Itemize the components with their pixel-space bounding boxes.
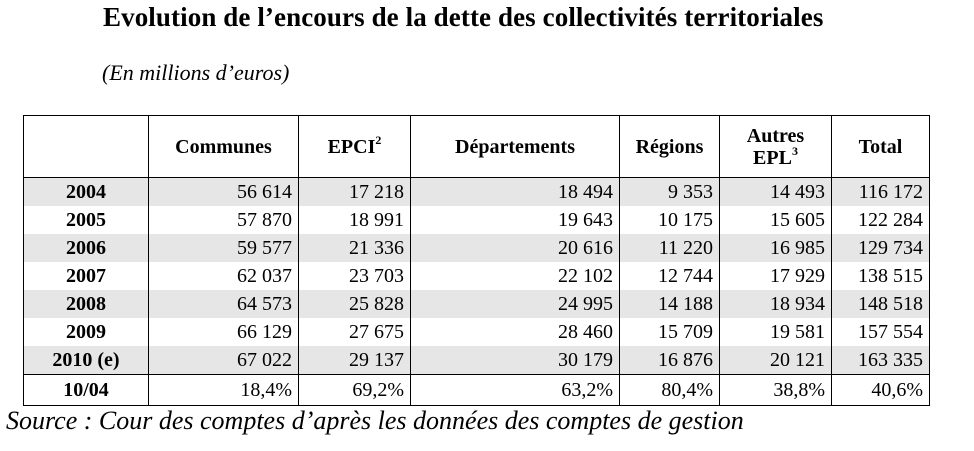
cell-autres: 18 934 — [720, 290, 832, 318]
cell-autres: 38,8% — [720, 375, 832, 406]
cell-regions: 11 220 — [620, 234, 720, 262]
cell-epci: 17 218 — [299, 178, 411, 207]
debt-table — [23, 115, 930, 406]
cell-total: 122 284 — [832, 206, 930, 234]
header-communes: Communes — [149, 116, 299, 178]
cell-epci: 29 137 — [299, 346, 411, 375]
cell-total: 157 554 — [832, 318, 930, 346]
cell-communes: 67 022 — [149, 346, 299, 375]
cell-communes: 66 129 — [149, 318, 299, 346]
cell-epci: 23 703 — [299, 262, 411, 290]
header-regions: Régions — [620, 116, 720, 178]
cell-autres: 15 605 — [720, 206, 832, 234]
cell-communes: 59 577 — [149, 234, 299, 262]
cell-departements: 18 494 — [411, 178, 620, 207]
cell-communes: 18,4% — [149, 375, 299, 406]
cell-total: 163 335 — [832, 346, 930, 375]
cell-regions: 14 188 — [620, 290, 720, 318]
row-year: 2010 (e) — [24, 346, 149, 375]
row-year: 2008 — [24, 290, 149, 318]
cell-total: 129 734 — [832, 234, 930, 262]
cell-communes: 64 573 — [149, 290, 299, 318]
cell-epci: 27 675 — [299, 318, 411, 346]
cell-autres: 14 493 — [720, 178, 832, 207]
table-row — [24, 290, 930, 318]
footnote-marker: 2 — [375, 132, 382, 147]
header-total: Total — [832, 116, 930, 178]
cell-epci: 69,2% — [299, 375, 411, 406]
table-row — [24, 262, 930, 290]
cell-autres: 17 929 — [720, 262, 832, 290]
footnote-marker: 3 — [791, 143, 798, 158]
row-year: 2005 — [24, 206, 149, 234]
cell-autres: 20 121 — [720, 346, 832, 375]
header-epci-label: EPCI — [327, 135, 376, 158]
header-epci — [299, 116, 411, 178]
cell-regions: 15 709 — [620, 318, 720, 346]
cell-regions: 10 175 — [620, 206, 720, 234]
header-autres-epl — [720, 116, 832, 178]
cell-epci: 18 991 — [299, 206, 411, 234]
cell-communes: 62 037 — [149, 262, 299, 290]
table-row — [24, 234, 930, 262]
cell-total: 40,6% — [832, 375, 930, 406]
header-autres-line2: EPL — [753, 146, 792, 169]
row-year: 2006 — [24, 234, 149, 262]
row-year: 2007 — [24, 262, 149, 290]
table-row — [24, 206, 930, 234]
table-row — [24, 346, 930, 375]
cell-departements: 24 995 — [411, 290, 620, 318]
page-title: Evolution de l’encours de la dette des collectivités territoriales — [103, 2, 824, 32]
cell-departements: 19 643 — [411, 206, 620, 234]
cell-departements: 20 616 — [411, 234, 620, 262]
cell-total: 138 515 — [832, 262, 930, 290]
row-year: 2004 — [24, 178, 149, 207]
header-autres-line1: Autres — [746, 124, 805, 147]
cell-departements: 30 179 — [411, 346, 620, 375]
cell-epci: 21 336 — [299, 234, 411, 262]
cell-communes: 57 870 — [149, 206, 299, 234]
cell-total: 148 518 — [832, 290, 930, 318]
cell-regions: 80,4% — [620, 375, 720, 406]
source-note: Source : Cour des comptes d’après les données des comptes de gestion — [6, 406, 744, 435]
table-header-row — [24, 116, 930, 178]
cell-autres: 16 985 — [720, 234, 832, 262]
unit-subtitle: (En millions d’euros) — [102, 60, 290, 85]
cell-total: 116 172 — [832, 178, 930, 207]
cell-regions: 16 876 — [620, 346, 720, 375]
cell-regions: 9 353 — [620, 178, 720, 207]
cell-departements: 63,2% — [411, 375, 620, 406]
header-departements: Départements — [411, 116, 620, 178]
table-row — [24, 178, 930, 207]
cell-communes: 56 614 — [149, 178, 299, 207]
cell-autres: 19 581 — [720, 318, 832, 346]
cell-epci: 25 828 — [299, 290, 411, 318]
table-row — [24, 318, 930, 346]
cell-departements: 22 102 — [411, 262, 620, 290]
header-year — [24, 116, 149, 178]
cell-regions: 12 744 — [620, 262, 720, 290]
row-year: 2009 — [24, 318, 149, 346]
ratio-row — [24, 375, 930, 406]
cell-departements: 28 460 — [411, 318, 620, 346]
row-year: 10/04 — [24, 375, 149, 406]
